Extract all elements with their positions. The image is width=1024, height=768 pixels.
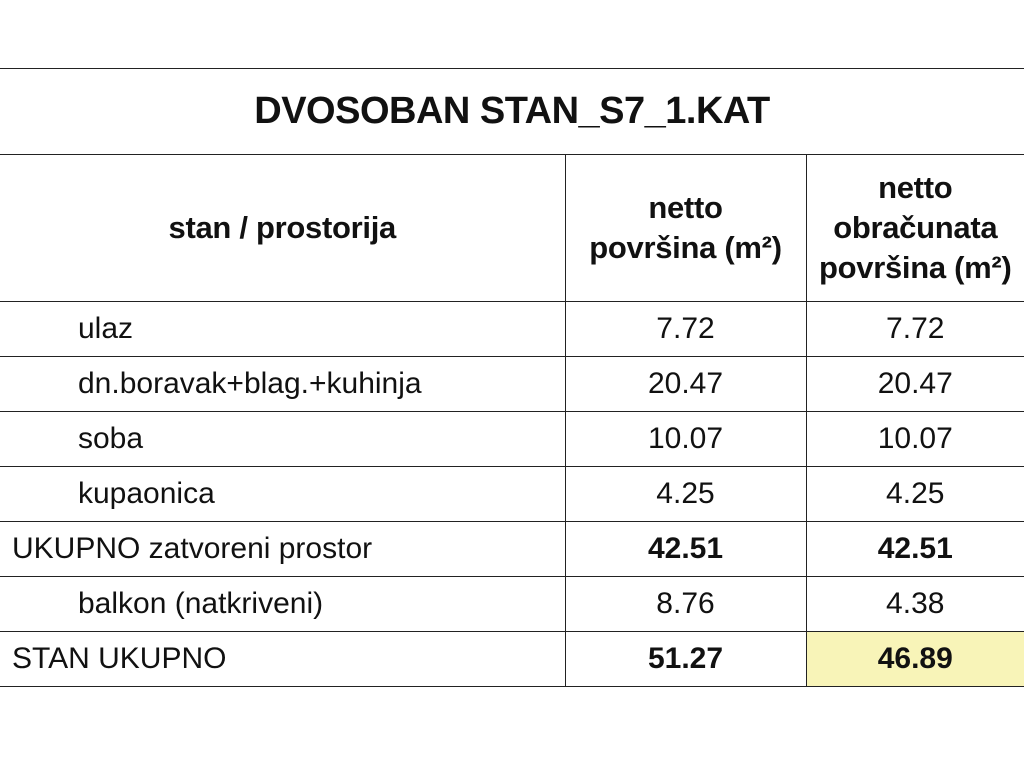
- total-label: STAN UKUPNO: [0, 632, 565, 687]
- header-calc-line2: obračunata: [833, 210, 998, 245]
- table-title: DVOSOBAN STAN_S7_1.KAT: [0, 69, 1024, 155]
- row-calculated: 4.38: [806, 577, 1024, 632]
- row-netto: 10.07: [565, 412, 806, 467]
- row-label: ulaz: [0, 302, 565, 357]
- header-calc-line3: površina (m²): [819, 250, 1012, 285]
- subtotal-netto: 42.51: [565, 522, 806, 577]
- apartment-area-sheet: [0, 68, 1024, 687]
- header-row: [0, 155, 1024, 302]
- total-calculated: 46.89: [806, 632, 1024, 687]
- row-netto: 7.72: [565, 302, 806, 357]
- row-calculated: 7.72: [806, 302, 1024, 357]
- subtotal-row: [0, 522, 1024, 577]
- total-row: [0, 632, 1024, 687]
- row-netto: 8.76: [565, 577, 806, 632]
- row-netto: 4.25: [565, 467, 806, 522]
- row-label: soba: [0, 412, 565, 467]
- table-row: [0, 577, 1024, 632]
- header-calc-line1: netto: [878, 170, 953, 205]
- header-netto-area: [565, 155, 806, 302]
- row-netto: 20.47: [565, 357, 806, 412]
- row-label: dn.boravak+blag.+kuhinja: [0, 357, 565, 412]
- header-room: stan / prostorija: [0, 155, 565, 302]
- header-netto-line1: netto: [648, 190, 723, 225]
- row-label: kupaonica: [0, 467, 565, 522]
- row-calculated: 10.07: [806, 412, 1024, 467]
- row-label: balkon (natkriveni): [0, 577, 565, 632]
- header-netto-line2: površina (m²): [589, 230, 782, 265]
- title-row: [0, 69, 1024, 155]
- total-netto: 51.27: [565, 632, 806, 687]
- table-row: [0, 302, 1024, 357]
- row-calculated: 4.25: [806, 467, 1024, 522]
- subtotal-label: UKUPNO zatvoreni prostor: [0, 522, 565, 577]
- header-calculated-area: [806, 155, 1024, 302]
- table-row: [0, 467, 1024, 522]
- table-row: [0, 412, 1024, 467]
- table-row: [0, 357, 1024, 412]
- area-table: [0, 68, 1024, 687]
- subtotal-calculated: 42.51: [806, 522, 1024, 577]
- row-calculated: 20.47: [806, 357, 1024, 412]
